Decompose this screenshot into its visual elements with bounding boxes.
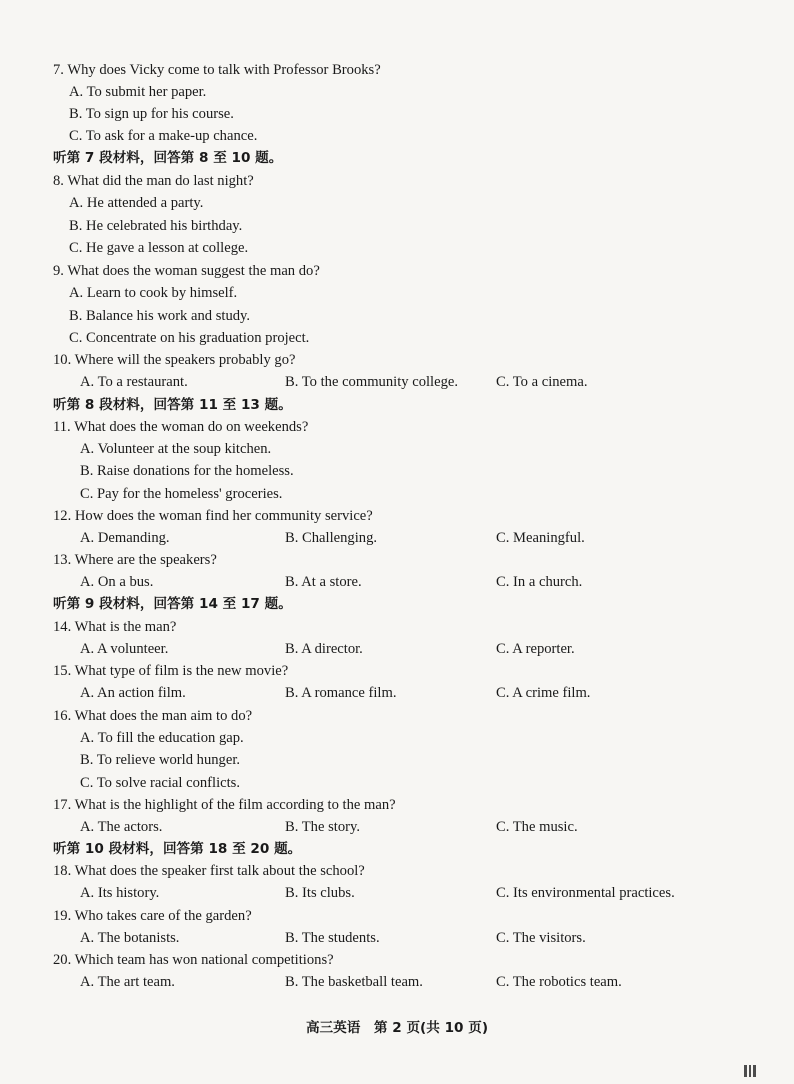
option-text: C. Pay for the homeless' groceries. — [80, 486, 283, 502]
option-text: B. To the community college. — [285, 374, 458, 390]
option-text: B. The basketball team. — [285, 974, 423, 990]
option-text: A. Demanding. — [80, 530, 170, 546]
option-text: C. A reporter. — [496, 641, 575, 657]
option-text: C. The visitors. — [496, 930, 586, 946]
option-text: C. To ask for a make-up chance. — [69, 128, 258, 144]
option-text: A. The botanists. — [80, 930, 180, 946]
question-text: 11. What does the woman do on weekends? — [53, 419, 309, 435]
option-text: A. Its history. — [80, 885, 160, 901]
option-text: C. In a church. — [496, 574, 583, 590]
option-text: B. To relieve world hunger. — [80, 752, 241, 768]
question-text: 16. What does the man aim to do? — [53, 708, 253, 724]
section-instruction: 听第 8 段材料，回答第 11 至 13 题。 — [53, 397, 292, 413]
option-text: C. He gave a lesson at college. — [69, 240, 249, 256]
option-text: B. Raise donations for the homeless. — [80, 463, 294, 479]
question-text: 14. What is the man? — [53, 619, 177, 635]
option-text: A. On a bus. — [80, 574, 154, 590]
option-text: B. Challenging. — [285, 530, 378, 546]
option-text: B. Its clubs. — [285, 885, 355, 901]
option-text: A. Volunteer at the soup kitchen. — [80, 441, 272, 457]
option-text: A. A volunteer. — [80, 641, 169, 657]
option-text: A. Learn to cook by himself. — [69, 285, 238, 301]
option-text: A. To a restaurant. — [80, 374, 188, 390]
option-text: B. A director. — [285, 641, 363, 657]
option-text: B. Balance his work and study. — [69, 308, 251, 324]
section-instruction: 听第 9 段材料，回答第 14 至 17 题。 — [53, 596, 292, 612]
section-instruction: 听第 7 段材料，回答第 8 至 10 题。 — [53, 150, 283, 166]
question-text: 15. What type of film is the new movie? — [53, 663, 289, 679]
option-text: B. To sign up for his course. — [69, 106, 234, 122]
question-text: 10. Where will the speakers probably go? — [53, 352, 296, 368]
option-text: C. Concentrate on his graduation project. — [69, 330, 310, 346]
option-text: C. The music. — [496, 819, 578, 835]
option-text: C. The robotics team. — [496, 974, 622, 990]
question-text: 18. What does the speaker first talk about the school? — [53, 863, 365, 879]
option-text: A. The actors. — [80, 819, 163, 835]
option-text: C. To solve racial conflicts. — [80, 775, 241, 791]
section-instruction: 听第 10 段材料，回答第 18 至 20 题。 — [53, 841, 302, 857]
question-text: 19. Who takes care of the garden? — [53, 908, 252, 924]
question-text: 12. How does the woman find her community service? — [53, 508, 373, 524]
option-text: C. Its environmental practices. — [496, 885, 675, 901]
option-text: A. He attended a party. — [69, 195, 204, 211]
question-text: 7. Why does Vicky come to talk with Professor Brooks? — [53, 62, 381, 78]
option-text: B. The students. — [285, 930, 380, 946]
page-footer: 高三英语 第 2 页(共 10 页) — [305, 1020, 489, 1036]
question-text: 9. What does the woman suggest the man do? — [53, 263, 320, 279]
option-text: C. To a cinema. — [496, 374, 588, 390]
option-text: B. At a store. — [285, 574, 362, 590]
option-text: A. The art team. — [80, 974, 175, 990]
option-text: B. A romance film. — [285, 685, 397, 701]
question-text: 20. Which team has won national competitions? — [53, 952, 334, 968]
option-text: B. He celebrated his birthday. — [69, 218, 243, 234]
option-text: C. A crime film. — [496, 685, 591, 701]
question-text: 17. What is the highlight of the film according to the man? — [53, 797, 396, 813]
option-text: A. To submit her paper. — [69, 84, 207, 100]
qr-code-icon — [744, 1065, 756, 1077]
question-text: 8. What did the man do last night? — [53, 173, 254, 189]
question-text: 13. Where are the speakers? — [53, 552, 217, 568]
option-text: C. Meaningful. — [496, 530, 585, 546]
option-text: B. The story. — [285, 819, 360, 835]
option-text: A. To fill the education gap. — [80, 730, 244, 746]
option-text: A. An action film. — [80, 685, 186, 701]
